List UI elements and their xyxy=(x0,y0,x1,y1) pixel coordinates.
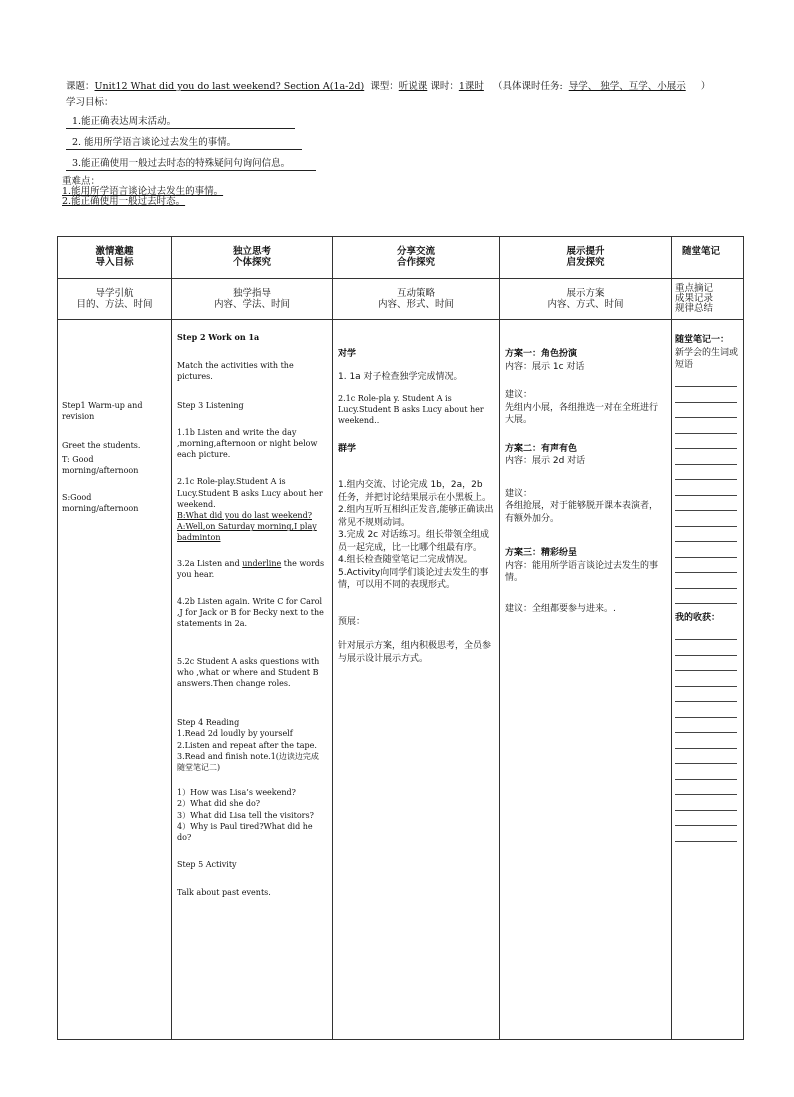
header-col1: 激情邀趣 导入目标 xyxy=(58,237,172,279)
step2-text: Match the activities with the pictures. xyxy=(177,361,294,382)
lesson-title: Unit12 What did you do last weekend? Section A(1a-2d) xyxy=(94,81,365,92)
plan1-suggestion-label: 建议： xyxy=(505,390,533,400)
warmup-step: Step1 Warm-up and revision xyxy=(62,401,143,422)
content-row xyxy=(58,320,744,1040)
independent-study-cell xyxy=(172,320,333,1040)
task-2a: 3.2a Listen and underline the words you hear. xyxy=(177,558,325,579)
step4-title: Step 4 Reading xyxy=(177,718,240,728)
task-1b: 1.1b Listen and write the day ,morning,afternoon or night below each picture. xyxy=(177,427,318,460)
plan1-title: 方案一：角色扮演 xyxy=(505,349,578,359)
note-text: 新学会的生词或短语 xyxy=(675,347,739,370)
header-row xyxy=(58,237,744,279)
group-item-2: 2.组内互听互相纠正发音,能够正确读出常见不规则动词。 xyxy=(338,505,494,528)
subheader-col2: 独学指导 内容、学法、时间 xyxy=(172,279,333,320)
plan1-content: 内容：展示 1c 对话 xyxy=(505,361,585,372)
key-point-1: 1.能用所学语言谈论过去发生的事情。 xyxy=(62,186,224,197)
student-line: S:Good morning/afternoon xyxy=(62,493,139,514)
note-title: 随堂笔记一： xyxy=(675,335,730,345)
lesson-plan-table xyxy=(57,236,744,1040)
question-2: 2）What did she do? xyxy=(177,799,261,809)
question-3: 3）What did Lisa tell the visitors? xyxy=(177,810,314,820)
lesson-hours: 1课时 xyxy=(458,81,484,92)
step4-item-1: 1.Read 2d loudly by yourself xyxy=(177,729,293,739)
step4-item-3: 3.Read and finish note.1(边读边完成随堂笔记二) xyxy=(177,751,319,773)
task-1c: 2.1c Role-play.Student A is Lucy.Student B asks Lucy about her weekend. xyxy=(177,477,323,509)
plan2-suggestion: 各组抢展，对于能够脱开课本表演者，有额外加分。 xyxy=(505,501,659,524)
step5-text: Talk about past events. xyxy=(177,887,271,897)
header-col3: 分享交流 合作探究 xyxy=(333,237,500,279)
cooperative-cell xyxy=(333,320,500,1040)
title-label: 课题： xyxy=(66,81,95,92)
group-item-4: 4.组长检查随堂笔记二完成情况。 xyxy=(338,555,473,566)
question-1: 1）How was Lisa’s weekend? xyxy=(177,788,296,798)
note-lines xyxy=(672,372,743,605)
question-4: 4）Why is Paul tired?What did he do? xyxy=(177,821,313,843)
group-item-1: 1.组内交流、讨论完成 1b，2a，2b 任务，并把讨论结果展示在小黑板上。 xyxy=(338,480,492,503)
step3-title: Step 3 Listening xyxy=(177,400,244,410)
plan3-suggestion: 建议：全组都要参与进来。. xyxy=(505,603,616,614)
subheader-col3: 互动策略 内容、形式、时间 xyxy=(333,279,500,320)
plan3-content: 内容：能用所学语言谈论过去发生的事情。 xyxy=(505,560,659,583)
group-item-5: 5.Activity向同学们谈论过去发生的事情，可以用不同的表现形式。 xyxy=(338,567,489,591)
dialog-b: B:What did you do last weekend? xyxy=(177,511,312,521)
task-2c: 5.2c Student A asks questions with who ,what or where and Student B answers.Then change roles. xyxy=(177,656,320,689)
tasks-label: （具体课时任务: xyxy=(492,81,563,92)
step4-item-2: 2.Listen and repeat after the tape. xyxy=(177,740,317,750)
step5-title: Step 5 Activity xyxy=(177,860,237,870)
key-points-label: 重难点： xyxy=(62,176,101,187)
plan2-content: 内容：展示 2d 对话 xyxy=(505,456,586,466)
plan1-suggestion: 先组内小展，各组推选一对在全班进行大展。 xyxy=(505,402,659,425)
hours-label: 课时： xyxy=(430,81,459,92)
subheader-col4: 展示方案 内容、方式、时间 xyxy=(500,279,672,320)
dialog-a: A:Well,on Saturday morning,I play badminton xyxy=(177,522,317,543)
presentation-cell xyxy=(500,320,672,1040)
lesson-type: 听说课 xyxy=(398,81,428,92)
group-study-title: 群学 xyxy=(338,443,357,454)
objective-1: 1.能正确表达周末活动。 xyxy=(66,116,295,129)
task-2b: 4.2b Listen again. Write C for Carol ,J for Jack or B for Becky next to the statements in 2a. xyxy=(177,597,324,629)
warmup-cell xyxy=(58,320,172,1040)
objective-3: 3.能正确使用一般过去时态的特殊疑问句询问信息。 xyxy=(66,158,316,171)
preview-title: 预展： xyxy=(338,616,366,627)
gains-title: 我的收获： xyxy=(675,613,721,623)
notes-cell xyxy=(672,320,744,1040)
preview-text: 针对展示方案，组内积极思考，全员参与展示设计展示方式。 xyxy=(338,641,492,664)
tasks-close: ） xyxy=(700,81,711,92)
teacher-line: T: Good morning/afternoon xyxy=(62,454,139,475)
header-col5: 随堂笔记 xyxy=(672,237,744,279)
objectives-label: 学习目标： xyxy=(66,97,114,108)
header-col2: 独立思考 个体探究 xyxy=(172,237,333,279)
pair-study-item-1: 1. 1a 对子检查独学完成情况。 xyxy=(338,371,463,382)
lesson-tasks: 导学、 独学、互学、小展示 xyxy=(568,81,686,92)
subheader-row xyxy=(58,279,744,320)
type-label: 课型： xyxy=(370,81,399,92)
header-col4: 展示提升 启发探究 xyxy=(500,237,672,279)
step2-title: Step 2 Work on 1a xyxy=(177,332,260,342)
lesson-header xyxy=(66,81,710,93)
plan2-title: 方案二：有声有色 xyxy=(505,443,578,454)
objective-2: 2. 能用所学语言谈论过去发生的事情。 xyxy=(66,137,302,150)
plan2-suggestion-label: 建议： xyxy=(505,488,533,499)
pair-study-item-2: 2.1c Role-pla y. Student A is Lucy.Student B asks Lucy about her weekend.. xyxy=(338,394,484,426)
gains-lines xyxy=(672,625,743,842)
pair-study-title: 对学 xyxy=(338,349,357,359)
group-item-3: 3.完成 2c 对话练习。组长带领全组成员一起完成，比一比哪个组最有序。 xyxy=(338,530,489,553)
greet-text: Greet the students. xyxy=(62,441,141,451)
subheader-col1: 导学引航 目的、方法、时间 xyxy=(58,279,172,320)
plan3-title: 方案三：精彩纷呈 xyxy=(505,548,578,558)
key-point-2: 2.能正确使用一般过去时态。 xyxy=(62,196,186,207)
subheader-col5: 重点摘记 成果记录 规律总结 xyxy=(672,279,744,320)
